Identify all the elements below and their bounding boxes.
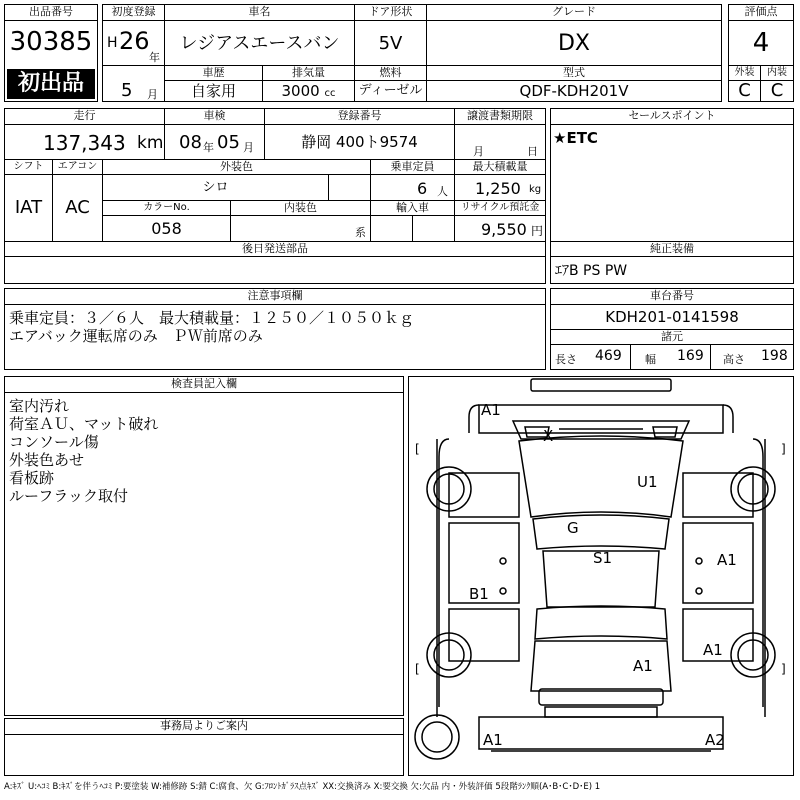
transfer [455,125,545,159]
info-grid [4,108,546,284]
inspector-line: ルーフラック取付 [9,487,128,505]
damage-mark: A1 [483,731,503,749]
transfer-month-unit: 月 [473,145,484,158]
color-no: 058 [103,216,231,241]
first-listing-badge: 初出品 [7,69,95,99]
score: 4 [752,28,770,58]
mileage-label: 走行 [5,109,165,125]
inspector-line: 室内汚れ [9,397,70,415]
header-grid [102,4,722,102]
mileage [5,125,165,159]
transfer-label: 譲渡書類期限 [455,109,545,125]
aircon: AC [53,175,103,241]
chassis-label: 車台番号 [551,289,793,305]
interior-color-unit: 系 [355,226,366,239]
first-reg-year [103,21,165,67]
grade: DX [557,31,590,56]
score-box [728,4,794,102]
load [455,175,545,201]
history-label: 車歴 [165,65,263,81]
inspector-line: 荷室ＡＵ、マット破れ [9,415,159,433]
exterior-grade: C [729,81,761,101]
equipment: ｴｱB PS PW [555,263,628,279]
length-cell [551,345,631,369]
car-name-label: 車名 [165,5,355,21]
door-label: ドア形状 [355,5,427,21]
height-label: 高さ [723,353,745,366]
equipment-label: 純正装備 [551,241,793,257]
svg-text:]: ] [781,662,786,676]
svg-text:[: [ [415,662,420,676]
grade-label: グレード [427,5,721,21]
width: 169 [677,348,704,364]
capacity-label: 乗車定員 [371,159,455,175]
damage-mark: A1 [481,401,501,419]
displacement-unit: cc [324,88,336,99]
inspection-month-unit: 月 [243,141,254,154]
interior-label: 内装 [761,65,793,81]
sales-point-label: セールスポイント [551,109,793,125]
chassis-number: KDH201-0141598 [605,308,739,326]
width-label: 幅 [645,353,656,366]
damage-mark: A1 [703,641,723,659]
car-diagram-box [408,376,794,776]
first-reg-month-cell [103,65,165,101]
inspector-lines [9,397,399,505]
svg-text:]: ] [781,442,786,456]
inspector-label: 検査員記入欄 [5,377,403,393]
displacement-label: 排気量 [263,65,355,81]
damage-mark: U1 [637,473,658,491]
shift-label: シフト [5,159,53,175]
era: H [107,35,118,51]
load-label: 最大積載量 [455,159,545,175]
height: 198 [761,348,788,364]
color-spacer [329,175,371,201]
plate-label: 登録番号 [265,109,455,125]
exterior-label: 外装 [729,65,761,81]
fuel-label: 燃料 [355,65,427,81]
color-no-label: カラーNo. [103,201,231,216]
listing-number: 30385 [9,27,93,57]
mileage-unit: km [137,133,164,153]
model-label: 型式 [427,65,721,81]
width-cell [631,345,711,369]
office-box [4,718,404,776]
first-reg-label: 初度登録 [103,5,165,21]
caution-line: エアバック運転席のみ ＰＷ前席のみ [9,327,263,345]
inspection-year-unit: 年 [203,141,214,154]
fuel: ディーゼル [355,81,427,101]
recycle-label: リサイクル預託金 [455,201,545,216]
damage-mark: A1 [717,551,737,569]
interior-color [231,216,371,241]
damage-mark: G [567,519,579,537]
import-right [413,216,455,241]
listing-number-label: 出品番号 [5,5,97,21]
capacity [371,175,455,201]
damage-mark: B1 [469,585,489,603]
import-label: 輸入車 [371,201,455,216]
length: 469 [595,348,622,364]
inspection-label: 車検 [165,109,265,125]
listing-number-box [4,4,98,102]
inspector-line: コンソール傷 [9,433,99,451]
year-unit: 年 [149,51,160,64]
damage-mark: S1 [593,549,613,567]
office-label: 事務局よりご案内 [5,719,403,735]
inspector-line: 外装色あせ [9,451,85,469]
history: 自家用 [165,81,263,101]
later-parts-label: 後日発送部品 [5,241,545,257]
inspector-line: 看板跡 [9,469,55,487]
aircon-label: エアコン [53,159,103,175]
inspection-month: 05 [217,132,240,153]
door-type: 5V [355,21,427,67]
capacity-value: 6 [417,179,428,198]
damage-mark: A2 [705,731,725,749]
inspector-box [4,376,404,716]
color: シロ [103,175,329,201]
inspection [165,125,265,159]
inspection-year: 08 [179,132,202,153]
load-value: 1,250 [475,179,521,198]
caution-lines [9,309,539,345]
car-diagram [409,377,793,775]
score-label: 評価点 [729,5,793,21]
length-label: 長さ [555,353,577,366]
dims-label: 諸元 [551,329,793,345]
interior-color-label: 内装色 [231,201,371,216]
displacement-value: 3000 [281,82,320,100]
import-left [371,216,413,241]
load-unit: kg [529,184,542,195]
caution-label: 注意事項欄 [5,289,545,305]
damage-mark: A1 [633,657,653,675]
month-unit: 月 [147,88,158,101]
recycle-value: 9,550 [481,220,527,239]
svg-text:[: [ [415,442,420,456]
interior-grade: C [770,80,784,101]
chassis-box [550,288,794,370]
sales-point-box [550,108,794,284]
mileage-value: 137,343 [43,131,126,155]
legend: A:ｷｽﾞ U:ﾍｺﾐ B:ｷｽﾞを伴うﾍｺﾐ P:要塗装 W:補修跡 S:錆 C:腐食、欠 G:ﾌﾛﾝﾄｶﾞﾗｽ点ｷｽﾞ XX:交換済み X:要交換 欠:欠品 内・外装評価 5段階ﾗﾝｸ順(A･B･C･D･E) 1 [4,782,601,792]
height-cell [711,345,793,369]
recycle-unit: 円 [531,224,544,238]
recycle [455,216,545,241]
damage-mark: X [543,427,554,445]
capacity-unit: 人 [437,185,448,198]
plate: 静岡 400ト9574 [265,125,455,159]
color-label: 外装色 [103,159,371,175]
year: 26 [119,27,150,55]
caution-box [4,288,546,370]
transfer-day-unit: 日 [527,145,538,158]
month: 5 [121,80,133,101]
shift: IAT [5,175,53,241]
car-name: レジアスエースバン [165,21,355,67]
sales-point: ★ETC [553,129,598,147]
caution-line: 乗車定員：３／６人 最大積載量：１２５０／１０５０ｋｇ [9,309,415,327]
displacement [263,81,355,101]
model: QDF-KDH201V [519,82,629,100]
